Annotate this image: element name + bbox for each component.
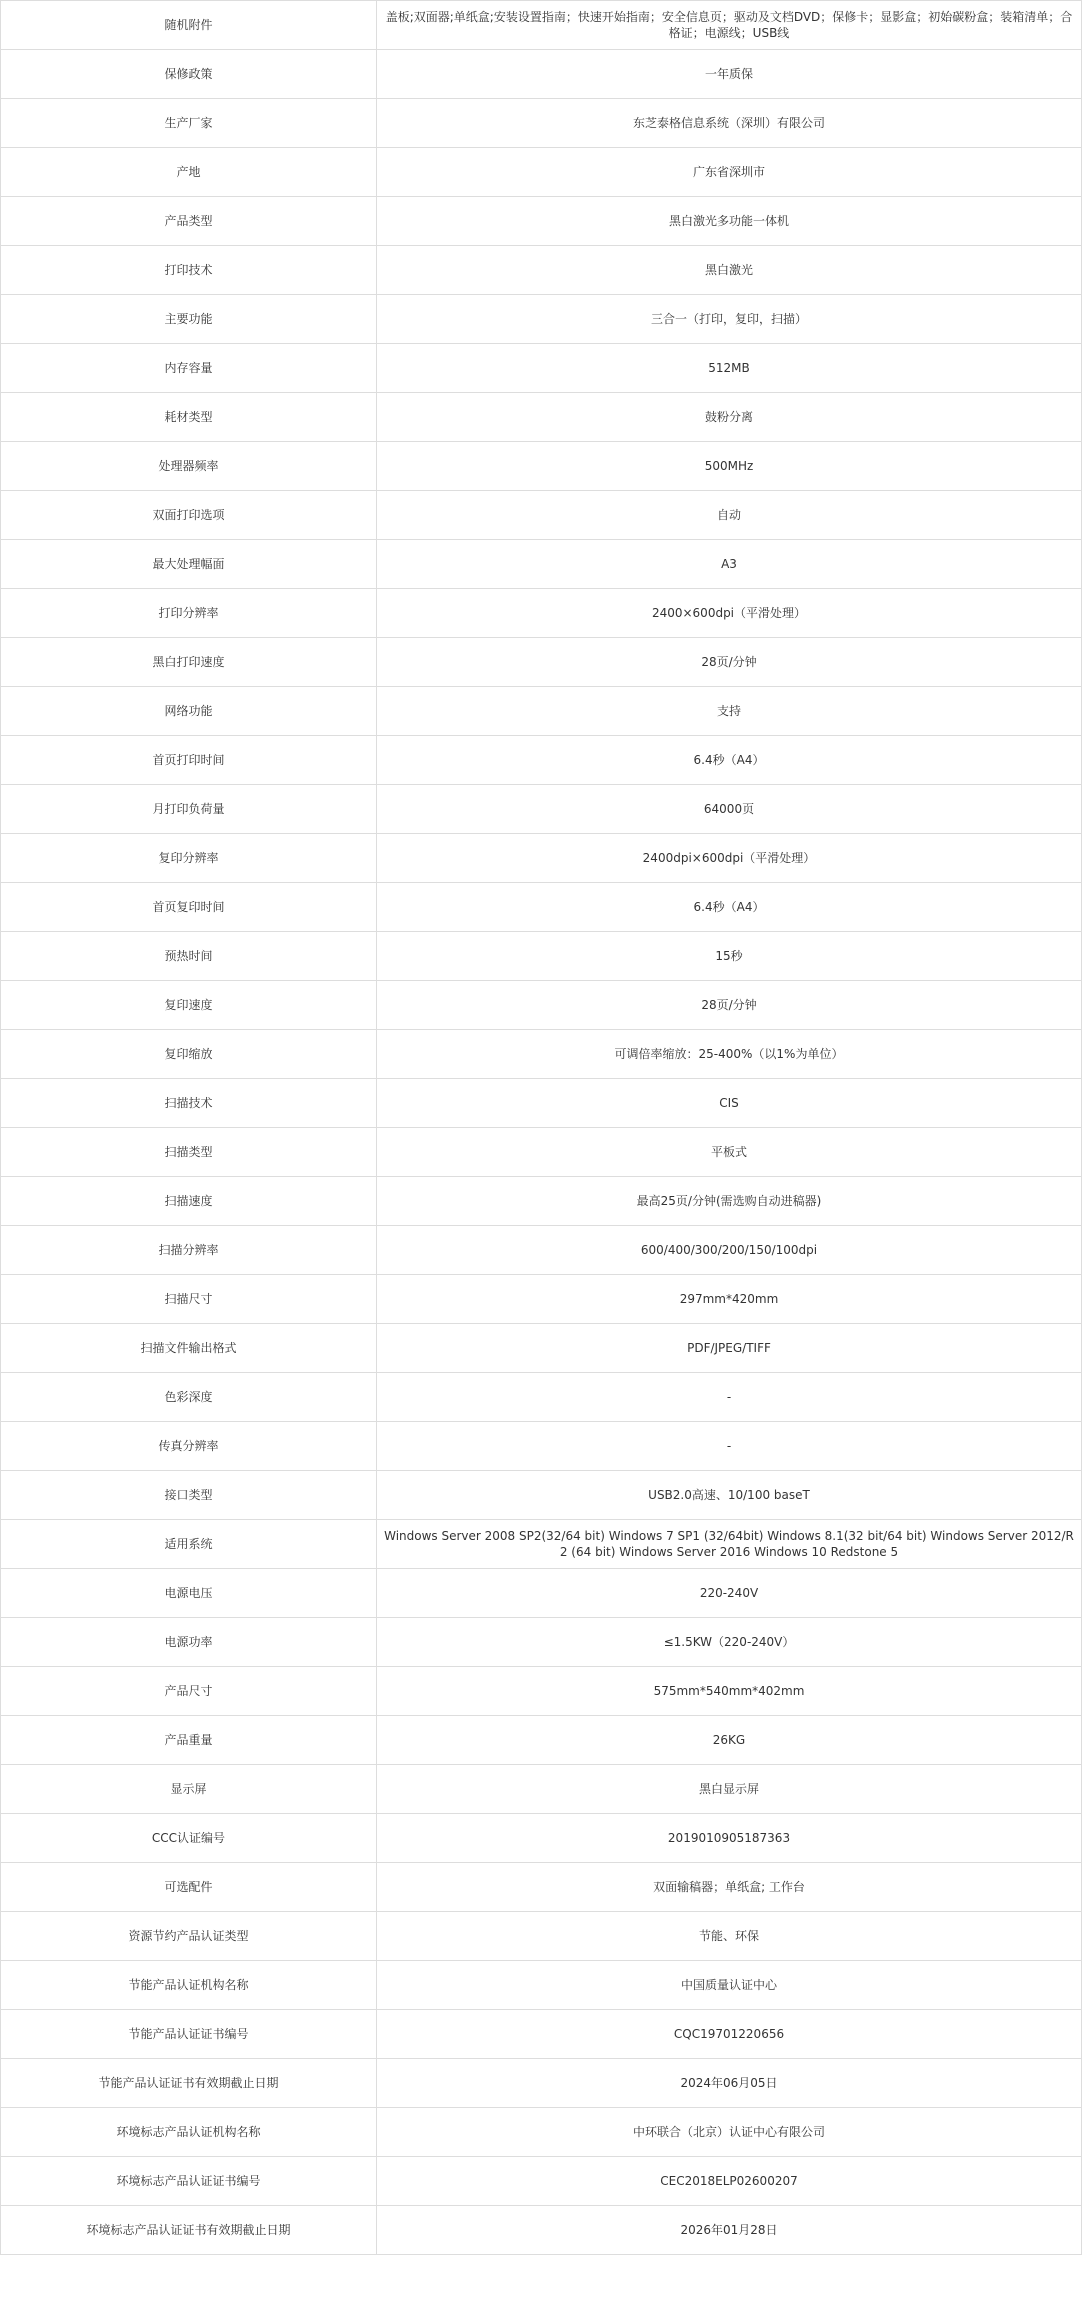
spec-label: 产地 (1, 148, 377, 197)
spec-label: 保修政策 (1, 50, 377, 99)
spec-row (1, 883, 1082, 932)
spec-value: 575mm*540mm*402mm (377, 1667, 1082, 1716)
spec-value: 2026年01月28日 (377, 2206, 1082, 2255)
spec-label: 产品尺寸 (1, 1667, 377, 1716)
spec-label: 传真分辨率 (1, 1422, 377, 1471)
spec-label: 节能产品认证证书有效期截止日期 (1, 2059, 377, 2108)
spec-row (1, 99, 1082, 148)
spec-label: 扫描分辨率 (1, 1226, 377, 1275)
spec-value: 三合一（打印，复印，扫描） (377, 295, 1082, 344)
spec-row (1, 638, 1082, 687)
spec-value: 64000页 (377, 785, 1082, 834)
spec-value: 15秒 (377, 932, 1082, 981)
spec-value: 中环联合（北京）认证中心有限公司 (377, 2108, 1082, 2157)
spec-value: 28页/分钟 (377, 981, 1082, 1030)
spec-row (1, 1226, 1082, 1275)
spec-value: 2024年06月05日 (377, 2059, 1082, 2108)
spec-value: 黑白激光 (377, 246, 1082, 295)
spec-label: 双面打印选项 (1, 491, 377, 540)
spec-value: 600/400/300/200/150/100dpi (377, 1226, 1082, 1275)
spec-label: 随机附件 (1, 1, 377, 50)
spec-value: 节能、环保 (377, 1912, 1082, 1961)
spec-label: 网络功能 (1, 687, 377, 736)
spec-row (1, 1128, 1082, 1177)
spec-row (1, 1814, 1082, 1863)
spec-row (1, 393, 1082, 442)
spec-row (1, 687, 1082, 736)
spec-label: 扫描文件输出格式 (1, 1324, 377, 1373)
spec-row (1, 1667, 1082, 1716)
spec-value: 广东省深圳市 (377, 148, 1082, 197)
spec-value: ≤1.5KW（220-240V） (377, 1618, 1082, 1667)
spec-row (1, 344, 1082, 393)
spec-value: 支持 (377, 687, 1082, 736)
spec-label: 扫描类型 (1, 1128, 377, 1177)
spec-value: 黑白激光多功能一体机 (377, 197, 1082, 246)
spec-value: CEC2018ELP02600207 (377, 2157, 1082, 2206)
spec-label: 复印分辨率 (1, 834, 377, 883)
spec-label: 首页打印时间 (1, 736, 377, 785)
spec-value: 最高25页/分钟(需选购自动进稿器) (377, 1177, 1082, 1226)
spec-value: 自动 (377, 491, 1082, 540)
spec-value: PDF/JPEG/TIFF (377, 1324, 1082, 1373)
spec-row (1, 2010, 1082, 2059)
spec-label: 打印分辨率 (1, 589, 377, 638)
spec-value: 可调倍率缩放：25-400%（以1%为单位） (377, 1030, 1082, 1079)
spec-label: 处理器频率 (1, 442, 377, 491)
spec-value: 2019010905187363 (377, 1814, 1082, 1863)
spec-row (1, 1422, 1082, 1471)
spec-label: 预热时间 (1, 932, 377, 981)
spec-value: 26KG (377, 1716, 1082, 1765)
spec-row (1, 1079, 1082, 1128)
spec-row (1, 932, 1082, 981)
spec-value: A3 (377, 540, 1082, 589)
spec-value: 2400×600dpi（平滑处理） (377, 589, 1082, 638)
spec-value: 黑白显示屏 (377, 1765, 1082, 1814)
spec-row (1, 785, 1082, 834)
spec-row (1, 540, 1082, 589)
spec-label: 黑白打印速度 (1, 638, 377, 687)
spec-label: 首页复印时间 (1, 883, 377, 932)
spec-value: 2400dpi×600dpi（平滑处理） (377, 834, 1082, 883)
spec-row (1, 1765, 1082, 1814)
spec-label: 生产厂家 (1, 99, 377, 148)
spec-label: 主要功能 (1, 295, 377, 344)
spec-row (1, 1471, 1082, 1520)
spec-row (1, 1030, 1082, 1079)
spec-row (1, 2157, 1082, 2206)
spec-label: 产品重量 (1, 1716, 377, 1765)
spec-value: - (377, 1422, 1082, 1471)
spec-row (1, 1716, 1082, 1765)
spec-label: 显示屏 (1, 1765, 377, 1814)
spec-label: 适用系统 (1, 1520, 377, 1569)
spec-row (1, 1569, 1082, 1618)
spec-label: 电源电压 (1, 1569, 377, 1618)
spec-value: 297mm*420mm (377, 1275, 1082, 1324)
spec-value: 中国质量认证中心 (377, 1961, 1082, 2010)
spec-label: 环境标志产品认证证书有效期截止日期 (1, 2206, 377, 2255)
spec-label: 内存容量 (1, 344, 377, 393)
spec-label: 月打印负荷量 (1, 785, 377, 834)
spec-label: 产品类型 (1, 197, 377, 246)
spec-label: 色彩深度 (1, 1373, 377, 1422)
spec-label: CCC认证编号 (1, 1814, 377, 1863)
spec-row (1, 50, 1082, 99)
spec-row (1, 442, 1082, 491)
spec-label: 环境标志产品认证证书编号 (1, 2157, 377, 2206)
spec-row (1, 1618, 1082, 1667)
spec-row (1, 2059, 1082, 2108)
spec-table-body (1, 1, 1082, 2255)
spec-row (1, 148, 1082, 197)
spec-row (1, 1912, 1082, 1961)
spec-label: 资源节约产品认证类型 (1, 1912, 377, 1961)
spec-row (1, 197, 1082, 246)
spec-value: 平板式 (377, 1128, 1082, 1177)
spec-row (1, 1, 1082, 50)
spec-label: 节能产品认证机构名称 (1, 1961, 377, 2010)
spec-row (1, 1177, 1082, 1226)
spec-label: 耗材类型 (1, 393, 377, 442)
spec-label: 扫描尺寸 (1, 1275, 377, 1324)
spec-label: 环境标志产品认证机构名称 (1, 2108, 377, 2157)
spec-value: 鼓粉分离 (377, 393, 1082, 442)
spec-label: 最大处理幅面 (1, 540, 377, 589)
spec-value: 双面输稿器；单纸盒; 工作台 (377, 1863, 1082, 1912)
spec-value: 6.4秒（A4） (377, 883, 1082, 932)
spec-value: 东芝泰格信息系统（深圳）有限公司 (377, 99, 1082, 148)
spec-label: 打印技术 (1, 246, 377, 295)
spec-row (1, 2108, 1082, 2157)
spec-row (1, 981, 1082, 1030)
spec-row (1, 1275, 1082, 1324)
spec-label: 接口类型 (1, 1471, 377, 1520)
spec-label: 节能产品认证证书编号 (1, 2010, 377, 2059)
spec-label: 可选配件 (1, 1863, 377, 1912)
spec-row (1, 2206, 1082, 2255)
spec-value: 6.4秒（A4） (377, 736, 1082, 785)
spec-value: CIS (377, 1079, 1082, 1128)
spec-row (1, 1373, 1082, 1422)
spec-value: Windows Server 2008 SP2(32/64 bit) Windows 7 SP1 (32/64bit) Windows 8.1(32 bit/64 bit) Windows Server 2012/R2 (64 bit) Windows Server 2016 Windows 10 Redstone 5 (377, 1520, 1082, 1569)
spec-row (1, 1324, 1082, 1373)
spec-row (1, 736, 1082, 785)
spec-row (1, 1863, 1082, 1912)
spec-row (1, 295, 1082, 344)
spec-value: 一年质保 (377, 50, 1082, 99)
spec-row (1, 491, 1082, 540)
spec-label: 扫描速度 (1, 1177, 377, 1226)
spec-value: USB2.0高速、10/100 baseT (377, 1471, 1082, 1520)
spec-label: 电源功率 (1, 1618, 377, 1667)
spec-row (1, 1961, 1082, 2010)
spec-label: 复印速度 (1, 981, 377, 1030)
spec-label: 扫描技术 (1, 1079, 377, 1128)
spec-value: - (377, 1373, 1082, 1422)
spec-label: 复印缩放 (1, 1030, 377, 1079)
spec-row (1, 589, 1082, 638)
spec-value: 盖板;双面器;单纸盒;安装设置指南；快速开始指南；安全信息页；驱动及文档DVD；保修卡；显影盒；初始碳粉盒；装箱清单；合格证；电源线；USB线 (377, 1, 1082, 50)
spec-value: 28页/分钟 (377, 638, 1082, 687)
spec-row (1, 834, 1082, 883)
spec-value: 220-240V (377, 1569, 1082, 1618)
spec-value: 500MHz (377, 442, 1082, 491)
spec-row (1, 246, 1082, 295)
spec-value: CQC19701220656 (377, 2010, 1082, 2059)
spec-row (1, 1520, 1082, 1569)
spec-value: 512MB (377, 344, 1082, 393)
